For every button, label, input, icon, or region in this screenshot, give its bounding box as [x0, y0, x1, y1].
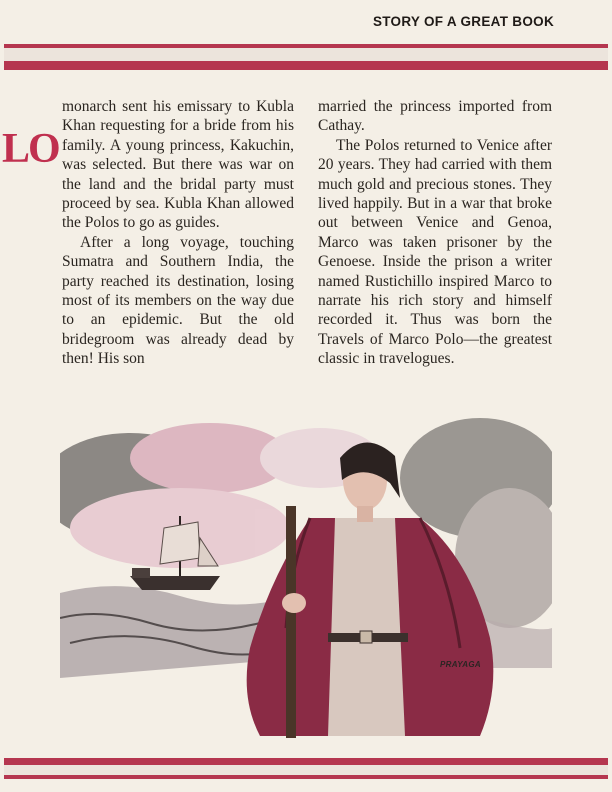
left-paragraph-2: After a long voyage, touching Sumatra and Southern India, the party reached its destination, losing most of its members on the way due to an epidemic. But the old bridegroom was already dead by then! His son — [62, 233, 294, 368]
right-paragraph-1: married the princess imported from Cathay. — [318, 98, 552, 135]
top-rule-thick — [4, 61, 608, 70]
running-header: STORY OF A GREAT BOOK — [372, 14, 554, 29]
right-paragraph-2: The Polos returned to Venice after 20 years. They had carried with them much gold and precious stones. They lived happily. But in a war that broke out between Venice and Genoa, Marco was taken prisoner by the Genoese. Inside the prison a writer named Rustichillo inspired Marco to narrate his rich story and himself recorded it. Thus was born the Travels of Marco Polo—the greatest classic in travelogues. — [318, 136, 552, 368]
top-rule-band — [4, 48, 608, 61]
bottom-rule-thick — [4, 758, 608, 765]
bottom-rule-thin — [4, 775, 608, 779]
left-text-column — [62, 97, 294, 369]
bottom-rule-band — [4, 765, 608, 775]
left-paragraph-1: monarch sent his emissary to Kubla Khan requesting for a bride from his family. A young princess, Kakuchin, was selected. But there was war on the land and the bridal party must proceed by sea. Kubla Khan allowed the Polos to go as guides. — [62, 98, 294, 232]
artist-signature: PRAYAGA — [440, 660, 481, 669]
bleed-through-heading: LO — [2, 126, 59, 172]
marco-polo-illustration — [60, 418, 552, 740]
right-text-column — [318, 97, 552, 369]
